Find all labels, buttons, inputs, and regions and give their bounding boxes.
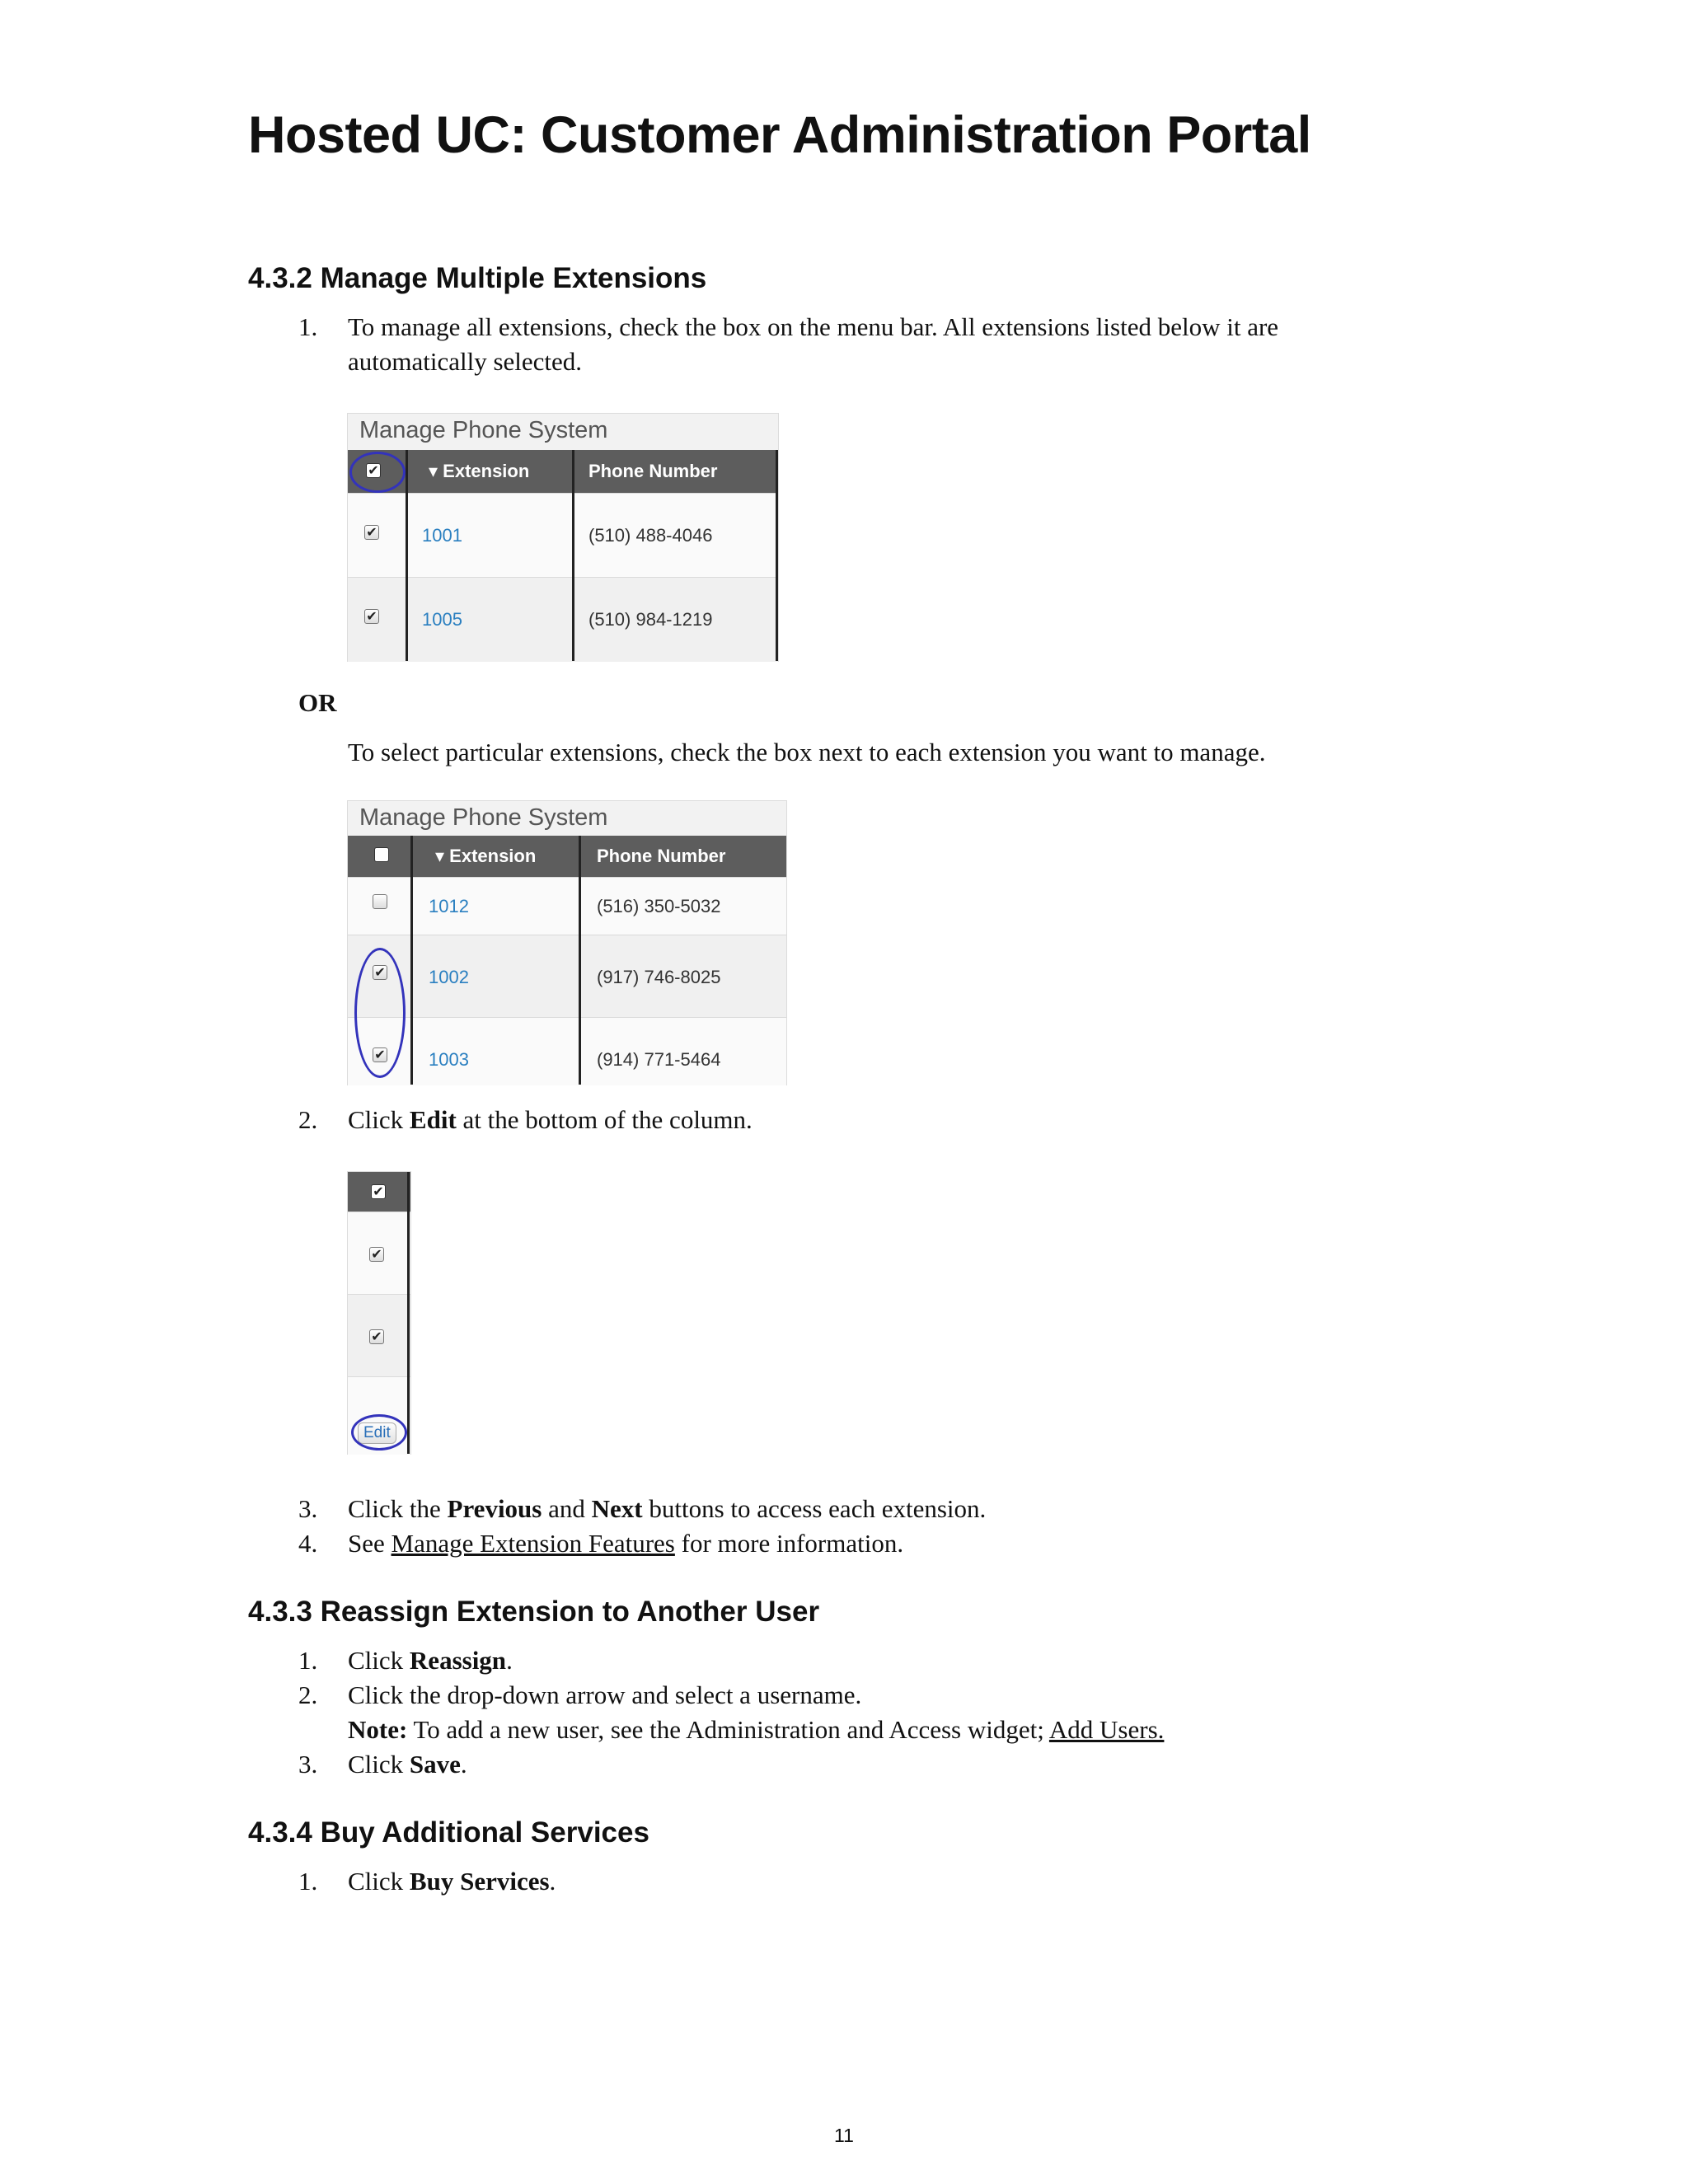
step-number: 3.	[298, 1750, 318, 1779]
column-header-extension[interactable]: ▾ Extension	[429, 461, 530, 481]
column-divider	[406, 450, 408, 661]
row-checkbox[interactable]: ✔	[369, 1247, 384, 1262]
table-row	[348, 1017, 786, 1085]
step-text: Click the Previous and Next buttons to access each extension.	[348, 1494, 987, 1523]
panel-title: Manage Phone System	[359, 417, 608, 443]
step-text: See Manage Extension Features for more information.	[348, 1529, 904, 1558]
select-all-checkbox[interactable]: ✔	[366, 463, 381, 478]
manage-phone-system-screenshot-all	[348, 414, 778, 661]
phone-number: (914) 771-5464	[597, 1049, 721, 1070]
step-text: Click Reassign.	[348, 1646, 513, 1675]
extension-link[interactable]: 1002	[429, 967, 469, 987]
column-divider	[579, 836, 581, 1085]
panel-title: Manage Phone System	[359, 804, 608, 831]
column-divider	[572, 450, 574, 661]
row-checkbox[interactable]: ✔	[373, 965, 387, 980]
phone-number: (917) 746-8025	[597, 967, 721, 987]
step-number: 1.	[298, 1867, 318, 1896]
step-number: 3.	[298, 1494, 318, 1523]
phone-number: (510) 984-1219	[588, 609, 713, 630]
step-number: 4.	[298, 1529, 318, 1558]
manage-phone-system-screenshot-particular	[348, 801, 786, 1085]
table-row	[348, 935, 786, 1018]
extension-link[interactable]: 1012	[429, 896, 469, 916]
column-header-extension[interactable]: ▾ Extension	[435, 846, 537, 866]
phone-number: (510) 488-4046	[588, 525, 713, 546]
step-text: automatically selected.	[348, 347, 583, 376]
or-text: To select particular extensions, check the box next to each extension you want to manage.	[348, 738, 1266, 766]
edit-column-screenshot	[348, 1172, 410, 1454]
section-heading-4-3-3: 4.3.3 Reassign Extension to Another User	[248, 1596, 820, 1628]
row-checkbox[interactable]: ✔	[364, 525, 379, 540]
table-row	[348, 493, 778, 578]
add-users-link[interactable]: Add Users.	[1048, 1715, 1165, 1744]
table-row	[348, 877, 786, 935]
column-divider	[776, 450, 778, 661]
table-row	[348, 1212, 410, 1295]
row-checkbox[interactable]	[373, 894, 387, 909]
row-checkbox[interactable]: ✔	[369, 1329, 384, 1344]
table-row	[348, 1294, 410, 1377]
step-text: Click Buy Services.	[348, 1867, 556, 1896]
step-number: 2.	[298, 1105, 318, 1134]
page-number: 11	[834, 2125, 854, 2146]
table-header	[348, 836, 786, 877]
section-heading-4-3-2: 4.3.2 Manage Multiple Extensions	[248, 262, 707, 294]
edit-button[interactable]: Edit	[358, 1422, 396, 1444]
row-checkbox[interactable]: ✔	[364, 609, 379, 624]
select-all-checkbox[interactable]	[374, 847, 389, 862]
table-header	[348, 450, 778, 493]
extension-link[interactable]: 1003	[429, 1049, 469, 1070]
page-title: Hosted UC: Customer Administration Portal	[248, 106, 1311, 164]
or-label: OR	[298, 688, 337, 717]
extension-link[interactable]: 1005	[422, 609, 462, 630]
step-text: Click Save.	[348, 1750, 467, 1779]
table-row	[348, 577, 778, 662]
step-number: 1.	[298, 1646, 318, 1675]
note-text: Note: To add a new user, see the Administration and Access widget; Add Users.	[348, 1715, 1165, 1744]
extension-link[interactable]: 1001	[422, 525, 462, 546]
phone-number: (516) 350-5032	[597, 896, 721, 916]
step-text: Click the drop-down arrow and select a username.	[348, 1680, 862, 1709]
step-number: 2.	[298, 1680, 318, 1709]
step-text: To manage all extensions, check the box on the menu bar. All extensions listed below it are	[348, 312, 1279, 341]
section-heading-4-3-4: 4.3.4 Buy Additional Services	[248, 1816, 649, 1849]
row-checkbox[interactable]: ✔	[373, 1047, 387, 1062]
select-all-checkbox[interactable]: ✔	[371, 1184, 386, 1199]
step-number: 1.	[298, 312, 318, 341]
column-divider	[407, 1172, 410, 1454]
table-header	[348, 1172, 410, 1212]
column-header-phone-number[interactable]: Phone Number	[597, 846, 726, 866]
step-text: Click Edit at the bottom of the column.	[348, 1105, 753, 1134]
manage-extension-features-link[interactable]: Manage Extension Features	[391, 1529, 675, 1558]
column-header-phone-number[interactable]: Phone Number	[588, 461, 718, 481]
column-divider	[410, 836, 413, 1085]
